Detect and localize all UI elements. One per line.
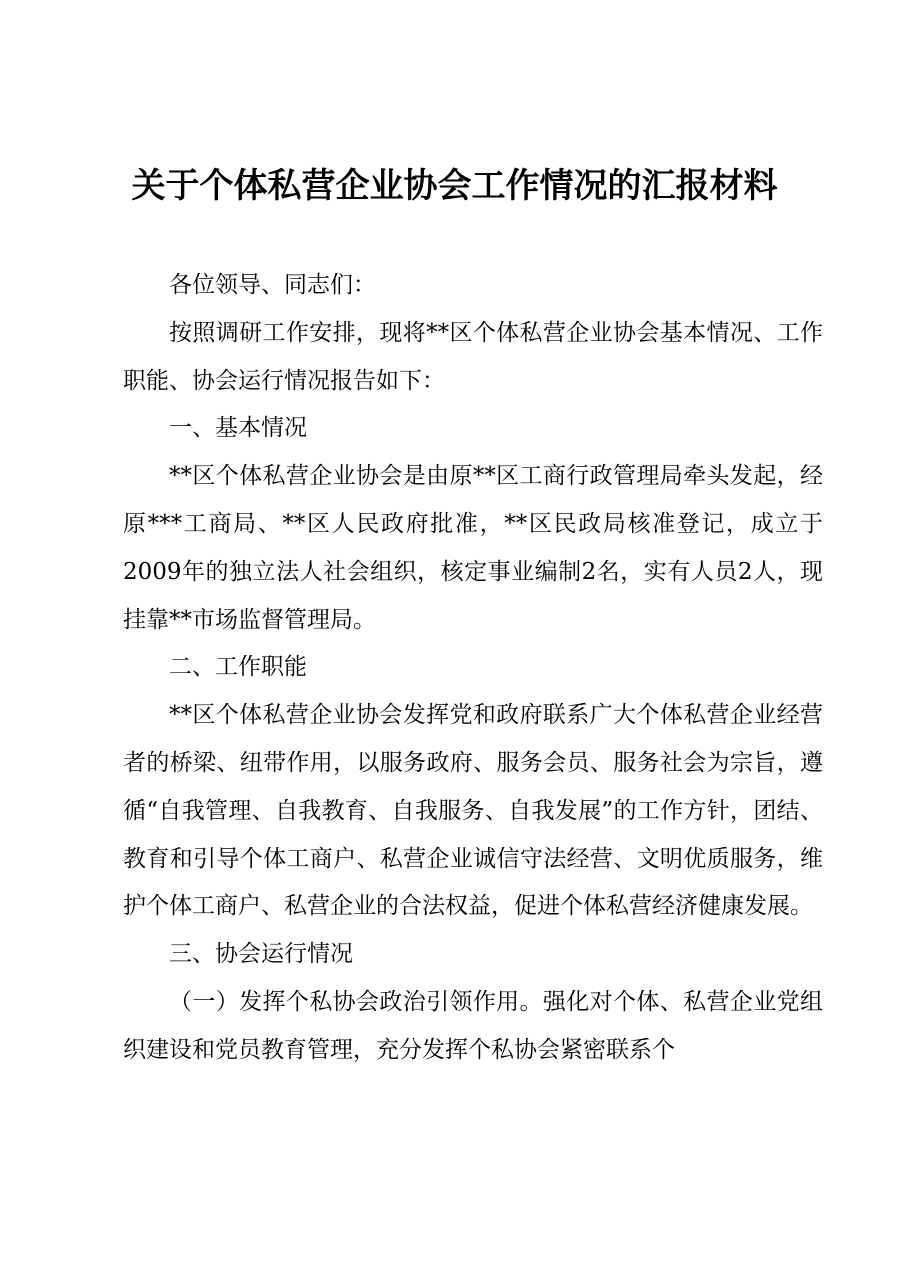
- document-title: 关于个体私营企业协会工作情况的汇报材料: [131, 166, 778, 206]
- document-body: [123, 262, 823, 1075]
- salutation-paragraph: 各位领导、同志们：: [169, 272, 376, 298]
- section-heading-operations: 三、协会运行情况: [169, 941, 353, 968]
- basic-info-paragraph: **区个体私营企业协会是由原**区工商行政管理局牵头发起，经原***工商局、**区人民政府批准，**区民政局核准登记，成立于2009年的独立法人社会组织，核定事业编制2名，实有人员2人，现挂靠**市场监督管理局。: [123, 463, 823, 633]
- section-heading-basic-info: 一、基本情况: [169, 415, 307, 442]
- intro-paragraph: 按照调研工作安排，现将**区个体私营企业协会基本情况、工作职能、协会运行情况报告如下：: [123, 319, 823, 394]
- section-heading-functions: 二、工作职能: [169, 654, 307, 681]
- functions-paragraph: **区个体私营企业协会发挥党和政府联系广大个体私营企业经营者的桥梁、纽带作用，以服务政府、服务会员、服务社会为宗旨，遵循“自我管理、自我教育、自我服务、自我发展”的工作方针，团结、教育和引导个体工商户、私营企业诚信守法经营、文明优质服务，维护个体工商户、私营企业的合法权益，促进个体私营经济健康发展。: [123, 702, 823, 920]
- operations-paragraph: （一）发挥个私协会政治引领作用。强化对个体、私营企业党组织建设和党员教育管理，充分发挥个私协会紧密联系个: [123, 988, 823, 1063]
